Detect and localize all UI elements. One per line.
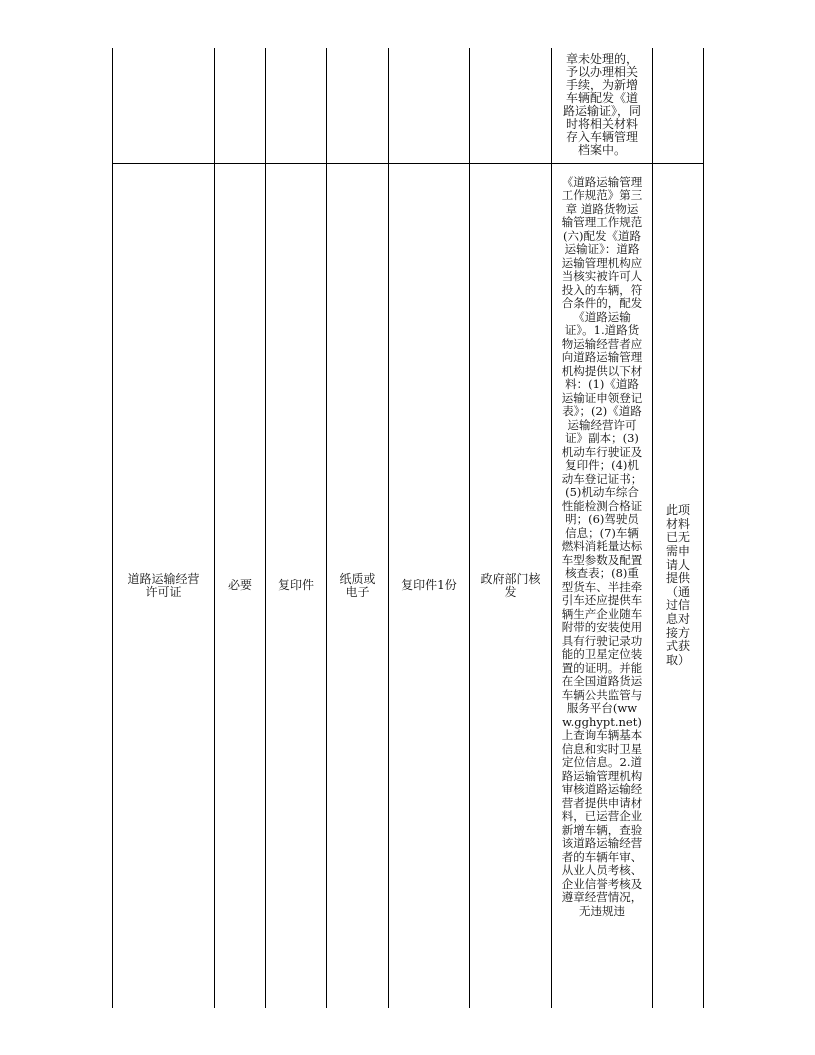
basis-cell (552, 163, 653, 1008)
medium-cell: 纸质或电子 (327, 163, 389, 1008)
materials-table-page (112, 48, 703, 1008)
required-cell: 必要 (215, 163, 266, 1008)
note-cell: 此项材料已无需申请人提供（通过信息对接方式获取） (653, 163, 704, 1008)
form-cell: 复印件 (266, 163, 327, 1008)
material-name-cell: 道路运输经营许可证 (113, 163, 215, 1008)
materials-table (112, 48, 704, 1008)
copies-cell: 复印件1份 (389, 163, 470, 1008)
basis-cell (552, 48, 653, 163)
source-cell (470, 48, 552, 163)
copies-cell (389, 48, 470, 163)
source-cell: 政府部门核发 (470, 163, 552, 1008)
note-cell (653, 48, 704, 163)
required-cell (215, 48, 266, 163)
table-row (113, 163, 704, 1008)
table-row (113, 48, 704, 163)
form-cell (266, 48, 327, 163)
material-name-cell (113, 48, 215, 163)
medium-cell (327, 48, 389, 163)
basis-text: 章未处理的，予以办理相关手续，为新增车辆配发《道路运输证》，同时将相关材料存入车辆管理档案中。 (562, 52, 641, 158)
basis-text: 《道路运输管理工作规范》第三章 道路货物运输管理工作规范 (六)配发《道路运输证》：道路运输管理机构应当核实被许可人投入的车辆，符合条件的，配发《道路运输证》。1.道路货物运输经营者应向道路运输管理机构提供以下材料：(1)《道路运输证申领登记表》；(2)《道路运输经营许可证》副本；(3)机动车行驶证及复印件；(4)机动车登记证书；(5)机动车综合性能检测合格证明；(6)驾驶员信息；(7)车辆燃料消耗量达标车型参数及配置核查表；(8)重型货车、半挂牵引车还应提供车辆生产企业随车附带的安装使用具有行驶记录功能的卫星定位装置的证明。并能在全国道路货运车辆公共监管与服务平台(www.gghypt.net)上查询车辆基本信息和实时卫星定位信息。2.道路运输管理机构审核道路运输经营者提供申请材料，已运营企业新增车辆，查验该道路运输经营者的车辆年审、从业人员考核、企业信誉考核及遵章经营情况，无违规违 (561, 174, 643, 918)
